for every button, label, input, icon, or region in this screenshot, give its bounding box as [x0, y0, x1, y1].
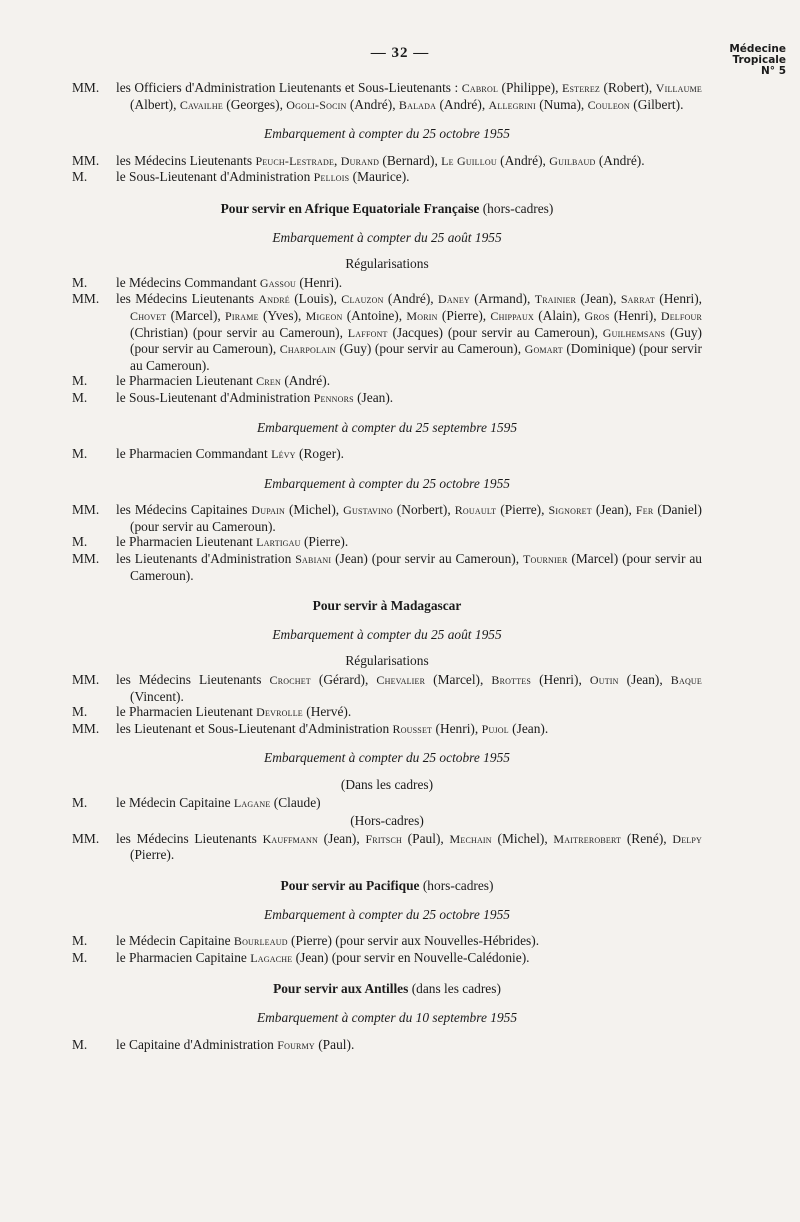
- entry-text: les Lieutenants d'Administration Sabiani (Jean) (pour servir au Cameroun), Tournier (Marcel) (pour servir au Cameroun).: [116, 551, 703, 583]
- section-heading-note: (hors-cadres): [419, 877, 494, 893]
- embarkation-date-heading: Embarquement à compter du 25 octobre 1955: [264, 750, 510, 766]
- page-number: — 32 —: [370, 45, 430, 61]
- entry-text: les Médecins Lieutenants Crochet (Gérard), Chevalier (Marcel), Brottes (Henri), Outin (Jean), Baque (Vincent).: [116, 672, 702, 704]
- title-prefix: M.: [72, 1036, 88, 1052]
- title-prefix: MM.: [72, 291, 100, 307]
- entry-text: les Médecins Lieutenants André (Louis), Clauzon (André), Daney (Armand), Trainier (Jean), Sarrat (Henri), Chovet (Marcel), Pirame (Yves), Migeon (Antoine), Morin (Pierre), Chippaux (Alain), Gros (Henri), Delfour (Christian) (pour servir au Cameroun), Laffont (Jacques) (pour servir au Cameroun), Guilhemsans (Guy) (pour servir au Cameroun), Charpolain (Guy) (pour servir au Cameroun), Gomart (Dominique) (pour servir au Cameroun).: [116, 291, 703, 373]
- journal-label: [729, 44, 786, 77]
- appointment-entry: [72, 446, 702, 463]
- entry-text: le Capitaine d'Administration Fourmy (Paul).: [116, 1036, 355, 1052]
- cadre-subheading: (Hors-cadres): [350, 813, 424, 829]
- regularisations-heading: Régularisations: [345, 256, 429, 272]
- appointment-entry: [72, 534, 702, 551]
- entry-text: le Pharmacien Lieutenant Cren (André).: [116, 373, 331, 389]
- section-heading-bold: Pour servir aux Antilles: [273, 981, 409, 997]
- embarkation-date-heading: Embarquement à compter du 25 août 1955: [272, 626, 502, 642]
- title-prefix: MM.: [72, 551, 100, 567]
- entry-text: le Pharmacien Lieutenant Devrolle (Hervé).: [116, 704, 352, 720]
- embarkation-date-heading: Embarquement à compter du 25 octobre 1955: [264, 475, 510, 491]
- title-prefix: M.: [72, 389, 88, 405]
- entry-text: les Médecins Lieutenants Peuch-Lestrade, Durand (Bernard), Le Guillou (André), Guilbaud (André).: [116, 152, 645, 168]
- entry-text: le Sous-Lieutenant d'Administration Pennors (Jean).: [116, 389, 394, 405]
- title-prefix: MM.: [72, 720, 100, 736]
- title-prefix: M.: [72, 373, 88, 389]
- title-prefix: M.: [72, 794, 88, 810]
- appointment-entry: [72, 373, 702, 390]
- regularisations-heading: Régularisations: [345, 653, 429, 669]
- section-heading: [72, 878, 702, 894]
- appointment-entry: [72, 390, 702, 407]
- title-prefix: MM.: [72, 672, 100, 688]
- title-prefix: M.: [72, 169, 88, 185]
- title-prefix: M.: [72, 933, 88, 949]
- title-prefix: M.: [72, 534, 88, 550]
- section-heading: [72, 201, 702, 217]
- embarkation-date-heading: Embarquement à compter du 10 septembre 1955: [256, 1009, 518, 1025]
- journal-name-line1: Médecine: [729, 43, 786, 55]
- embarkation-date-heading: Embarquement à compter du 25 octobre 1955: [264, 126, 510, 142]
- entry-text: le Pharmacien Lieutenant Lartigau (Pierre).: [116, 534, 349, 550]
- entry-text: le Sous-Lieutenant d'Administration Pellois (Maurice).: [116, 169, 410, 185]
- appointment-entry: [72, 831, 702, 863]
- entry-text: le Médecin Capitaine Lagane (Claude): [116, 794, 321, 810]
- title-prefix: M.: [72, 949, 88, 965]
- section-heading-bold: Pour servir à Madagascar: [312, 598, 462, 614]
- section-heading-note: (hors-cadres): [479, 200, 554, 216]
- title-prefix: M.: [72, 704, 88, 720]
- entry-text: les Médecins Lieutenants Kauffmann (Jean), Fritsch (Paul), Mechain (Michel), Maitrerobert (René), Delpy (Pierre).: [116, 830, 703, 863]
- appointment-entry: [72, 551, 702, 583]
- section-heading-bold: Pour servir au Pacifique: [280, 877, 420, 893]
- entry-text: les Médecins Capitaines Dupain (Michel), Gustavino (Norbert), Rouault (Pierre), Signoret (Jean), Fer (Daniel) (pour servir au Cameroun).: [116, 502, 702, 534]
- entry-text: le Médecins Commandant Gassou (Henri).: [116, 274, 343, 290]
- section-heading-note: (dans les cadres): [408, 981, 501, 997]
- appointment-entry: [72, 169, 702, 186]
- embarkation-date-heading: Embarquement à compter du 25 septembre 1595: [256, 419, 518, 435]
- title-prefix: MM.: [72, 80, 100, 95]
- section-heading: [72, 981, 702, 997]
- appointment-entry: [72, 502, 702, 534]
- appointment-entry: [72, 672, 702, 704]
- entry-text: les Officiers d'Administration Lieutenants et Sous-Lieutenants : Cabrol (Philippe), Esterez (Robert), Villaume (Albert), Cavailhe (Georges), Ogoli-Socin (André), Balada (André), Allegrini (Numa), Couleon (Gilbert).: [116, 80, 702, 112]
- cadre-subheading: (Dans les cadres): [340, 777, 434, 792]
- entry-text: le Pharmacien Commandant Lévy (Roger).: [116, 446, 344, 462]
- appointment-entry: [72, 795, 702, 812]
- appointment-entry: [72, 80, 702, 113]
- title-prefix: MM.: [72, 830, 100, 846]
- section-heading-bold: Pour servir en Afrique Equatoriale Française: [220, 200, 480, 216]
- section-heading: [72, 598, 702, 614]
- appointment-entry: [72, 153, 702, 170]
- document-body: [72, 80, 702, 1053]
- appointment-entry: [72, 1037, 702, 1054]
- appointment-entry: [72, 275, 702, 292]
- title-prefix: MM.: [72, 152, 100, 168]
- embarkation-date-heading: Embarquement à compter du 25 août 1955: [272, 229, 502, 245]
- appointment-entry: [72, 933, 702, 950]
- appointment-entry: [72, 291, 702, 373]
- title-prefix: M.: [72, 274, 88, 290]
- title-prefix: MM.: [72, 502, 100, 518]
- journal-issue: N° 5: [761, 65, 786, 77]
- appointment-entry: [72, 704, 702, 721]
- appointment-entry: [72, 950, 702, 967]
- entry-text: les Lieutenant et Sous-Lieutenant d'Administration Rousset (Henri), Pujol (Jean).: [116, 720, 549, 736]
- entry-text: le Pharmacien Capitaine Lagache (Jean) (pour servir en Nouvelle-Calédonie).: [116, 949, 530, 965]
- appointment-entry: [72, 721, 702, 738]
- entry-text: le Médecin Capitaine Bourleaud (Pierre) (pour servir aux Nouvelles-Hébrides).: [116, 933, 540, 949]
- journal-name-line2: Tropicale: [732, 54, 786, 66]
- title-prefix: M.: [72, 446, 88, 462]
- embarkation-date-heading: Embarquement à compter du 25 octobre 1955: [264, 906, 510, 922]
